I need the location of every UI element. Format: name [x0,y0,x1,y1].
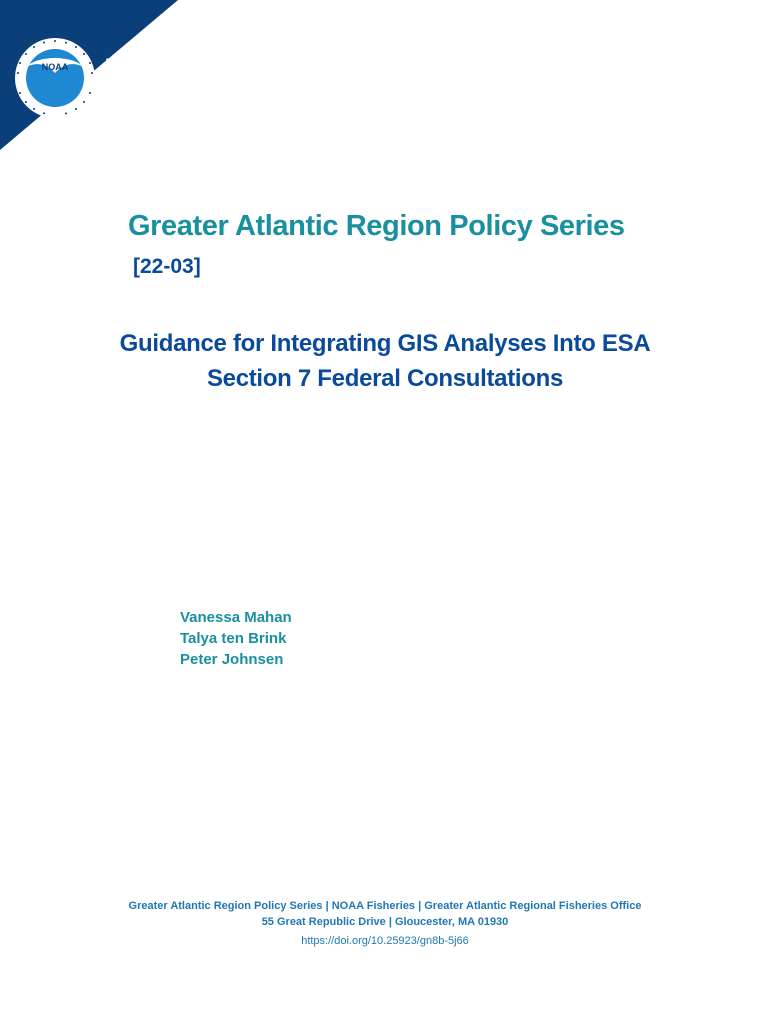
doi-link[interactable]: https://doi.org/10.25923/gn8b-5j66 [301,935,469,947]
document-title [60,326,710,396]
document-title-line-1: Guidance for Integrating GIS Analyses Into ESA [119,330,651,357]
author-name: Peter Johnsen [180,651,284,668]
author-name: Talya ten Brink [180,630,287,647]
author-list [180,607,292,670]
footer-organization: Greater Atlantic Region Policy Series | NOAA Fisheries | Greater Atlantic Regional Fisheries Office [128,900,642,912]
series-title: Greater Atlantic Region Policy Series [128,210,625,242]
noaa-fisheries-logo [0,0,220,150]
logo-fisheries-text: FISHERIES [104,86,208,109]
noaa-seal-icon [14,37,96,119]
author-name: Vanessa Mahan [180,609,292,626]
noaa-fisheries-wordmark [104,52,208,110]
document-title-line-2: Section 7 Federal Consultations [206,365,564,392]
logo-noaa-text: NOAA [104,52,199,90]
footer-address: 55 Great Republic Drive | Gloucester, MA 01930 [261,916,509,928]
seal-noaa-text: NOAA [41,62,69,72]
page-footer [85,898,685,949]
series-number: [22-03] [133,255,201,278]
